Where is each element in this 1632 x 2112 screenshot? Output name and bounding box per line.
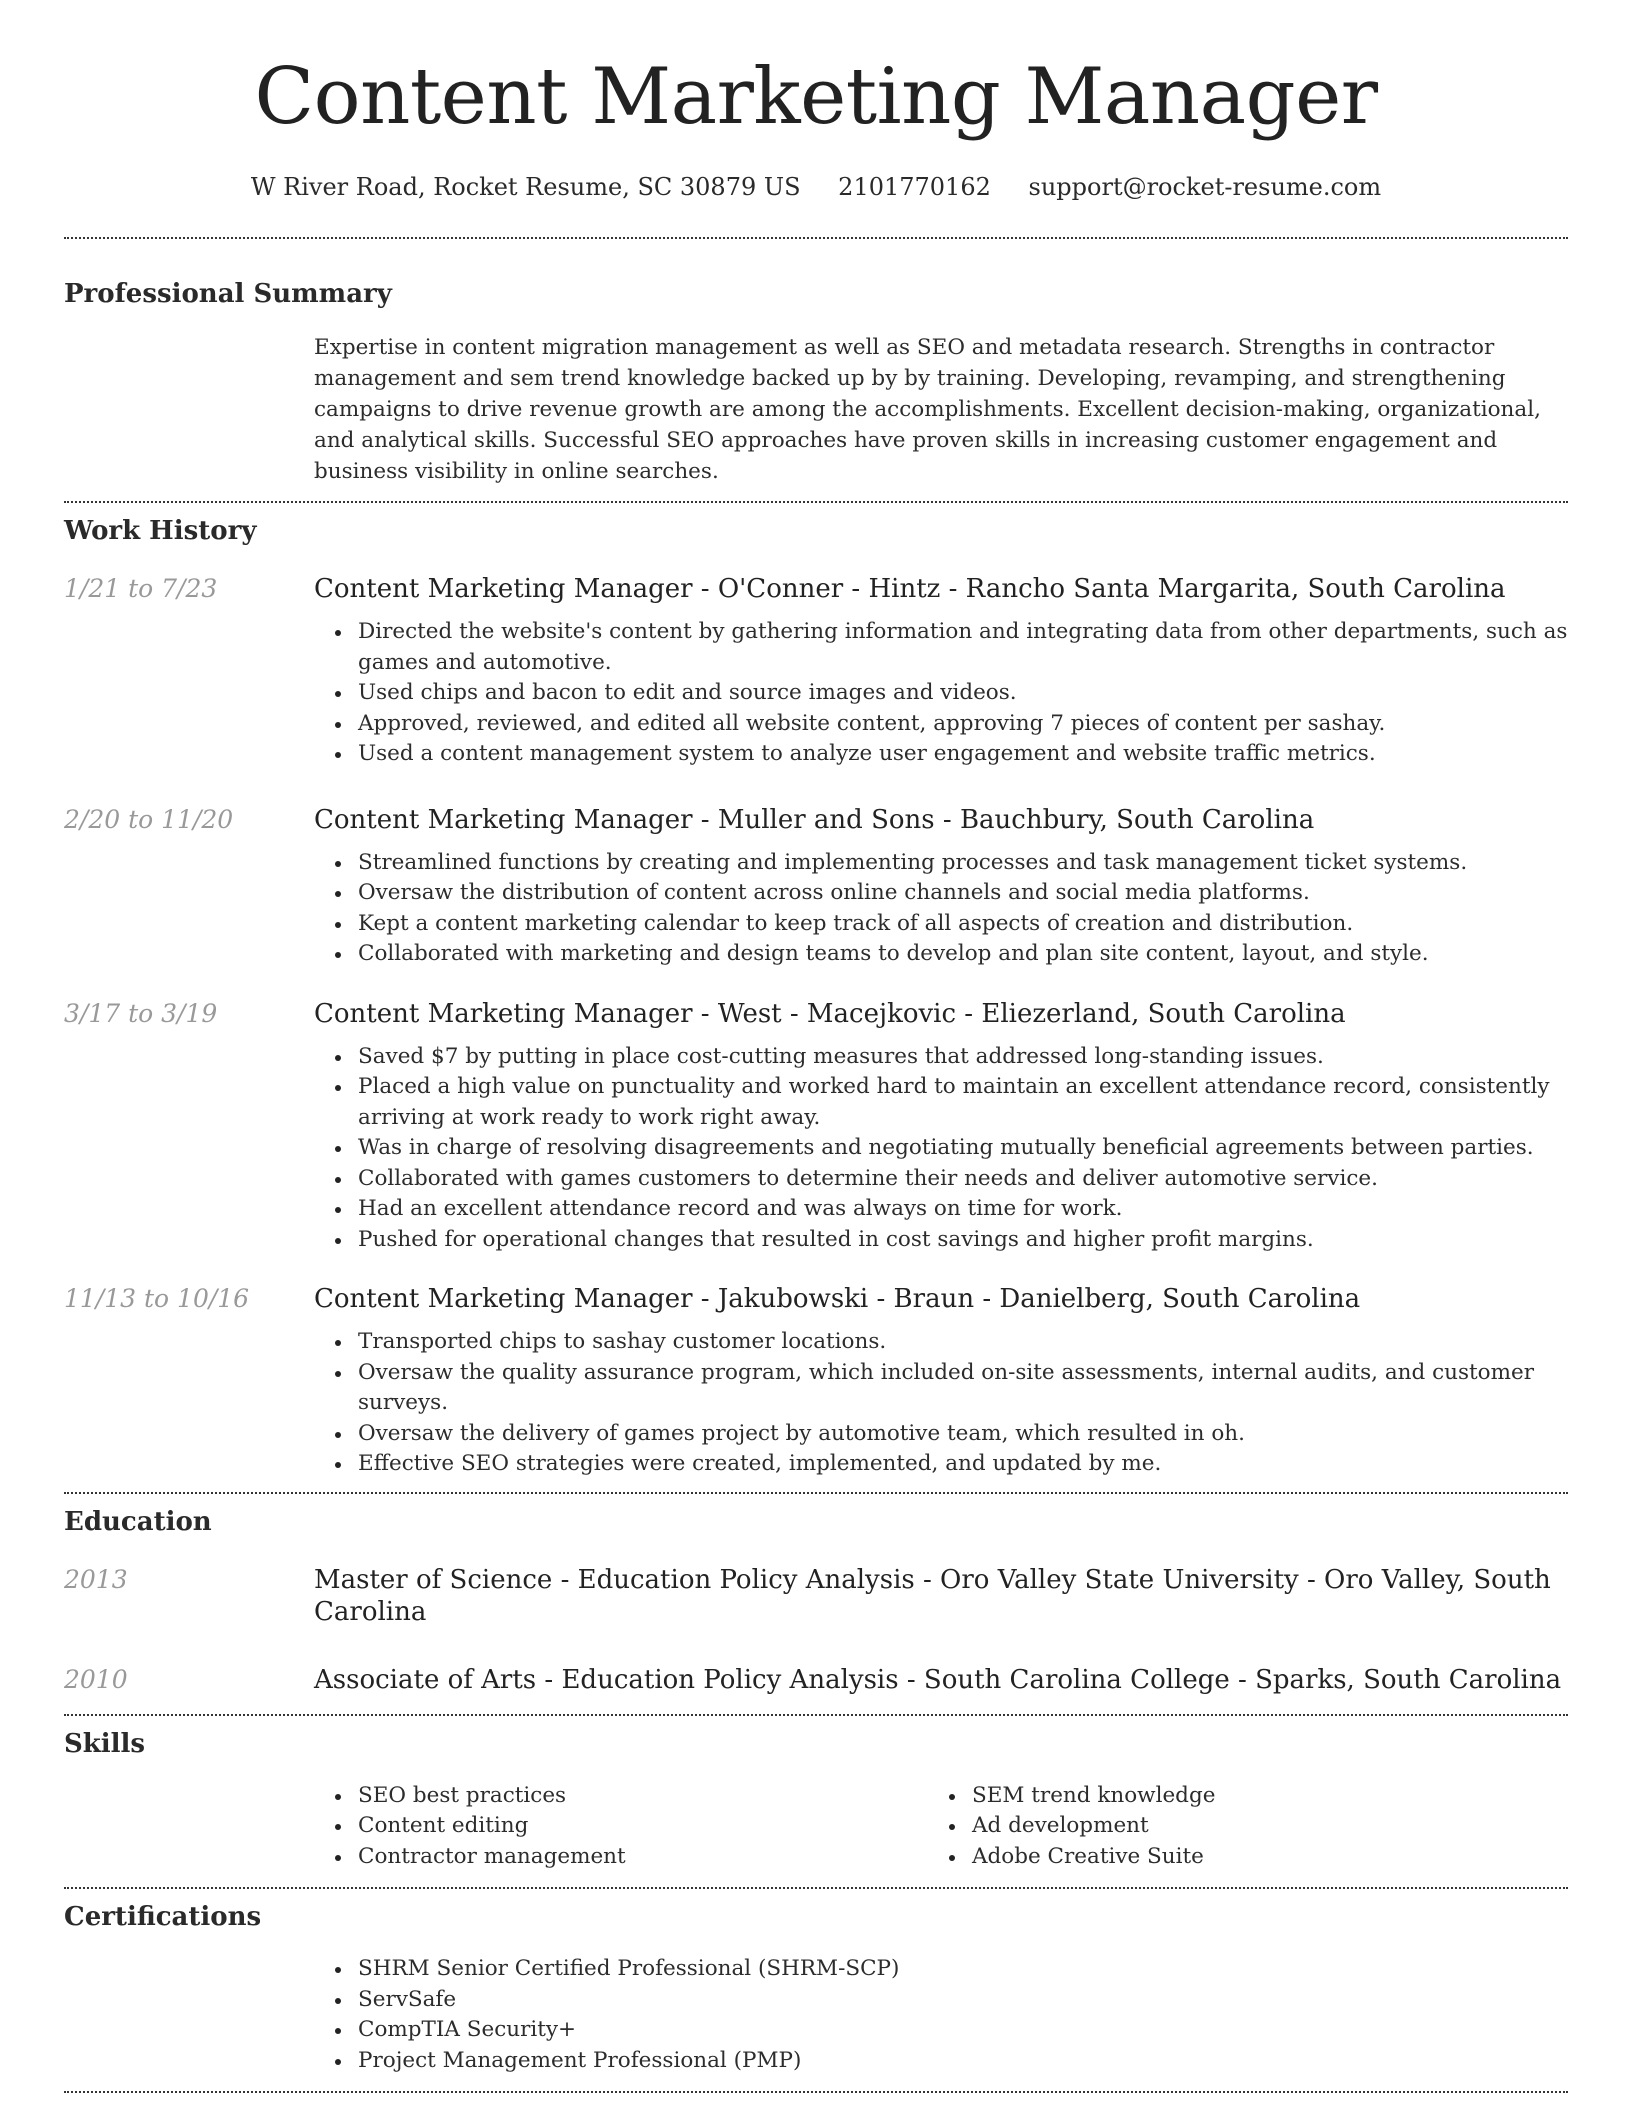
job-dates: 2/20 to 11/20 [64,804,234,834]
job-entry [64,998,1568,1256]
contact-line [64,172,1568,202]
list-item: Used a content management system to analyze user engagement and website traffic metrics. [358,739,1568,770]
education-entry [64,1564,1568,1628]
education-section [64,1506,1568,1696]
skills-list-left [314,1781,928,1873]
education-entry [64,1664,1568,1696]
list-item: Ad development [972,1811,1542,1842]
list-item: Collaborated with games customers to determine their needs and deliver automotive service. [358,1164,1568,1195]
job-entry [64,804,1568,970]
skills-section [64,1728,1568,1873]
list-item: ServSafe [358,1985,1568,2016]
certifications-section [64,1901,1568,2076]
divider [64,501,1568,503]
education-year: 2010 [64,1664,128,1694]
job-bullets [314,617,1568,770]
section-title-education: Education [64,1506,212,1537]
list-item: Effective SEO strategies were created, implemented, and updated by me. [358,1449,1568,1480]
job-entry [64,573,1568,770]
list-item: SHRM Senior Certified Professional (SHRM-SCP) [358,1954,1568,1985]
list-item: Adobe Creative Suite [972,1842,1542,1873]
divider [64,1887,1568,1889]
skills-list-right [928,1781,1542,1873]
education-heading: Associate of Arts - Education Policy Analysis - South Carolina College - Sparks, South Carolina [314,1664,1562,1695]
job-entry [64,1283,1568,1480]
list-item: Used chips and bacon to edit and source images and videos. [358,678,1568,709]
job-heading: Content Marketing Manager - Jakubowski - Braun - Danielberg, South Carolina [314,1284,1361,1314]
list-item: Had an excellent attendance record and was always on time for work. [358,1194,1568,1225]
contact-email: support@rocket-resume.com [1028,173,1382,201]
list-item: Oversaw the delivery of games project by automotive team, which resulted in oh. [358,1419,1568,1450]
section-title-certifications: Certifications [64,1902,262,1932]
job-dates: 3/17 to 3/19 [64,998,218,1028]
resume-name: Content Marketing Manager [254,52,1378,142]
list-item: Oversaw the quality assurance program, which included on-site assessments, internal audits, and customer surveys. [358,1358,1568,1419]
work-history-section [64,515,1568,1480]
list-item: Was in charge of resolving disagreements and negotiating mutually beneficial agreements between parties. [358,1133,1568,1164]
job-heading: Content Marketing Manager - West - Macejkovic - Eliezerland, South Carolina [314,998,1346,1029]
job-bullets [314,1327,1568,1480]
section-title-work-history: Work History [64,516,257,546]
list-item: Directed the website's content by gathering information and integrating data from other departments, such as games and automotive. [358,617,1568,678]
summary-section [64,278,1568,487]
certifications-list [314,1954,1568,2076]
job-heading: Content Marketing Manager - Muller and Sons - Bauchbury, South Carolina [314,804,1315,835]
list-item: Oversaw the distribution of content across online channels and social media platforms. [358,878,1568,909]
job-dates: 1/21 to 7/23 [64,574,218,603]
summary-text: Expertise in content migration management as well as SEO and metadata research. Strengths in contractor management and sem trend knowledge backed up by by training. Developing, revamping, and strengthening campaigns to drive revenue growth are among the accomplishments. Excellent decision-making, organizational, and analytical skills. Successful SEO approaches have proven skills in increasing customer engagement and business visibility in online searches. [314,335,1541,484]
list-item: Pushed for operational changes that resulted in cost savings and higher profit margins. [358,1225,1568,1256]
list-item: SEM trend knowledge [972,1781,1542,1812]
list-item: Project Management Professional (PMP) [358,2046,1568,2077]
list-item: Kept a content marketing calendar to keep track of all aspects of creation and distribution. [358,909,1568,940]
list-item: Transported chips to sashay customer locations. [358,1327,1568,1358]
divider [64,1714,1568,1716]
job-bullets [314,1042,1568,1256]
contact-address: W River Road, Rocket Resume, SC 30879 US [250,173,801,201]
divider [64,2091,1568,2093]
list-item: Streamlined functions by creating and implementing processes and task management ticket systems. [358,848,1568,879]
section-title-summary: Professional Summary [64,279,392,309]
resume-page [64,0,1568,2093]
education-year: 2013 [64,1564,128,1594]
list-item: Content editing [358,1811,928,1842]
list-item: Collaborated with marketing and design teams to develop and plan site content, layout, and style. [358,939,1568,970]
contact-phone: 2101770162 [838,173,991,201]
section-title-skills: Skills [64,1728,146,1759]
job-bullets [314,848,1568,970]
list-item: Approved, reviewed, and edited all website content, approving 7 pieces of content per sashay. [358,709,1568,740]
list-item: Saved $7 by putting in place cost-cutting measures that addressed long-standing issues. [358,1042,1568,1073]
list-item: Placed a high value on punctuality and worked hard to maintain an excellent attendance record, consistently arriving at work ready to work right away. [358,1072,1568,1133]
job-heading: Content Marketing Manager - O'Conner - Hintz - Rancho Santa Margarita, South Carolina [314,574,1506,604]
list-item: SEO best practices [358,1781,928,1812]
divider [64,237,1568,239]
list-item: CompTIA Security+ [358,2015,1568,2046]
divider [64,1492,1568,1494]
education-heading: Master of Science - Education Policy Analysis - Oro Valley State University - Oro Valley, South Carolina [314,1564,1551,1627]
job-dates: 11/13 to 10/16 [64,1284,250,1313]
list-item: Contractor management [358,1842,928,1873]
